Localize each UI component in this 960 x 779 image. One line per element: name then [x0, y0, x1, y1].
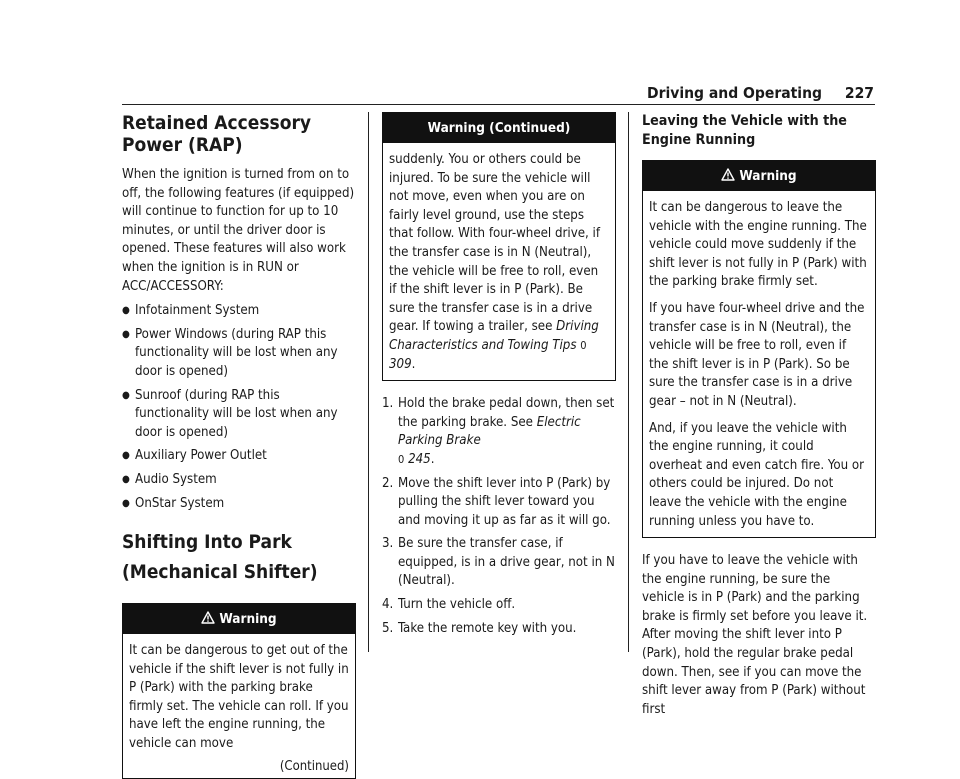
warning-body — [123, 634, 355, 778]
bullet-icon: ● — [122, 328, 130, 340]
page-ref-icon: 0 — [580, 338, 587, 352]
page-ref-icon: 0 — [398, 452, 405, 466]
warning-triangle-icon — [201, 611, 215, 624]
warning-header — [123, 604, 355, 634]
warning-label: Warning — [219, 611, 277, 628]
warning-paragraph: It can be dangerous to leave the vehicle with the engine running. The vehicle could move suddenly if the shift lever is not fully in P (Park) with the parking brake firmly set. — [649, 200, 867, 290]
shifting-section-title: Shifting Into Park (Mechanical Shifter) — [122, 531, 318, 584]
warning-continued-header: Warning (Continued) — [383, 113, 615, 143]
warning-paragraph: If you have four-wheel drive and the transfer case is in N (Neutral), the vehicle will be free to roll, even if the shift lever is in P (Park). So be sure the transfer case is in a drive gear – not in N (Neutral). — [649, 300, 865, 409]
warning-body — [643, 191, 875, 537]
continued-label: (Continued) — [279, 758, 349, 774]
bullet-icon: ● — [122, 497, 130, 509]
header-section-title: Driving and Operating — [647, 84, 822, 102]
bullet-icon: ● — [122, 473, 130, 485]
list-item: ● Sunroof (during RAP this functionality will be lost when any door is opened) — [122, 387, 338, 440]
warning-box-leaving — [642, 160, 876, 538]
list-item: 5. Take the remote key with you. — [382, 620, 577, 636]
warning-paragraph: And, if you leave the vehicle with the engine running, it could overheat and even catch fire. You or others could be injured. Do not leave the vehicle with the engine running unless you have to. — [649, 420, 865, 529]
list-item: ● Infotainment System — [122, 302, 356, 321]
page-ref-number[interactable]: 309 — [389, 356, 412, 372]
header-rule — [122, 104, 875, 105]
warning-header — [643, 161, 875, 191]
list-item: 1. Hold the brake pedal down, then set the parking brake. See Electric Parking Brake 0 245. — [382, 396, 615, 467]
column-divider-1 — [368, 112, 369, 652]
bullet-icon: ● — [122, 305, 130, 317]
rap-intro: When the ignition is turned from on to off, the following features (if equipped) will continue to function for up to 10 minutes, or until the driver door is opened. These features will also work when the ignition is in RUN or ACC/ACCESSORY: — [122, 167, 355, 294]
cross-reference-link[interactable]: Electric Parking Brake — [398, 414, 581, 449]
list-item: 3. Be sure the transfer case, if equipped, is in a drive gear, not in N (Neutral). — [382, 536, 615, 589]
cross-reference-link[interactable]: Driving Characteristics and Towing Tips — [389, 319, 599, 353]
warning-triangle-icon — [721, 168, 735, 181]
leaving-vehicle-title: Leaving the Vehicle with the Engine Running — [642, 113, 847, 148]
warning-box-continued — [382, 112, 616, 381]
header-page-number: 227 — [844, 84, 874, 102]
page-header — [0, 84, 960, 106]
list-item: ● OnStar System — [122, 495, 356, 514]
page-ref-number[interactable]: 245 — [408, 451, 431, 467]
list-item: ● Power Windows (during RAP this functionality will be lost when any door is opened) — [122, 326, 338, 379]
warning-body — [383, 143, 615, 380]
column-divider-2 — [628, 112, 629, 652]
rap-feature-list — [122, 302, 356, 513]
column-1 — [122, 112, 356, 779]
column-2 — [382, 112, 616, 643]
shift-steps-list — [382, 395, 616, 638]
list-item: ● Audio System — [122, 471, 356, 490]
bullet-icon: ● — [122, 389, 130, 401]
warning-text: It can be dangerous to get out of the vehicle if the shift lever is not fully in P (Park) with the parking brake firmly set. The vehicle can roll. If you have left the engine running, the vehicle can move — [129, 643, 349, 752]
list-item: 2. Move the shift lever into P (Park) by pulling the shift lever toward you and moving it up as far as it will go. — [382, 475, 611, 528]
column-3 — [642, 112, 876, 719]
warning-text: suddenly. You or others could be injured. To be sure the vehicle will not move, even when you are on fairly level ground, use the steps that follow. With four-wheel drive, if the transfer case is in N (Neutral), the vehicle will be free to roll, even if the shift lever is in P (Park). Be sure the transfer case is in a drive gear. If towing a trailer, see Driving Characteristics and Towing Tips 0 309. — [389, 152, 601, 372]
leaving-vehicle-body: If you have to leave the vehicle with the engine running, be sure the vehicle is in P (Park) and the parking brake is firmly set before you leave it. After moving the shift lever into P (Park), hold the regular brake pedal down. Then, see if you can move the shift lever away from P (Park) without first — [642, 553, 868, 717]
warning-box-shifting — [122, 603, 356, 779]
list-item: 4. Turn the vehicle off. — [382, 597, 516, 613]
list-item: ● Auxiliary Power Outlet — [122, 447, 356, 466]
bullet-icon: ● — [122, 450, 130, 462]
warning-label: Warning — [739, 168, 797, 184]
rap-section-title: Retained Accessory Power (RAP) — [122, 112, 312, 156]
